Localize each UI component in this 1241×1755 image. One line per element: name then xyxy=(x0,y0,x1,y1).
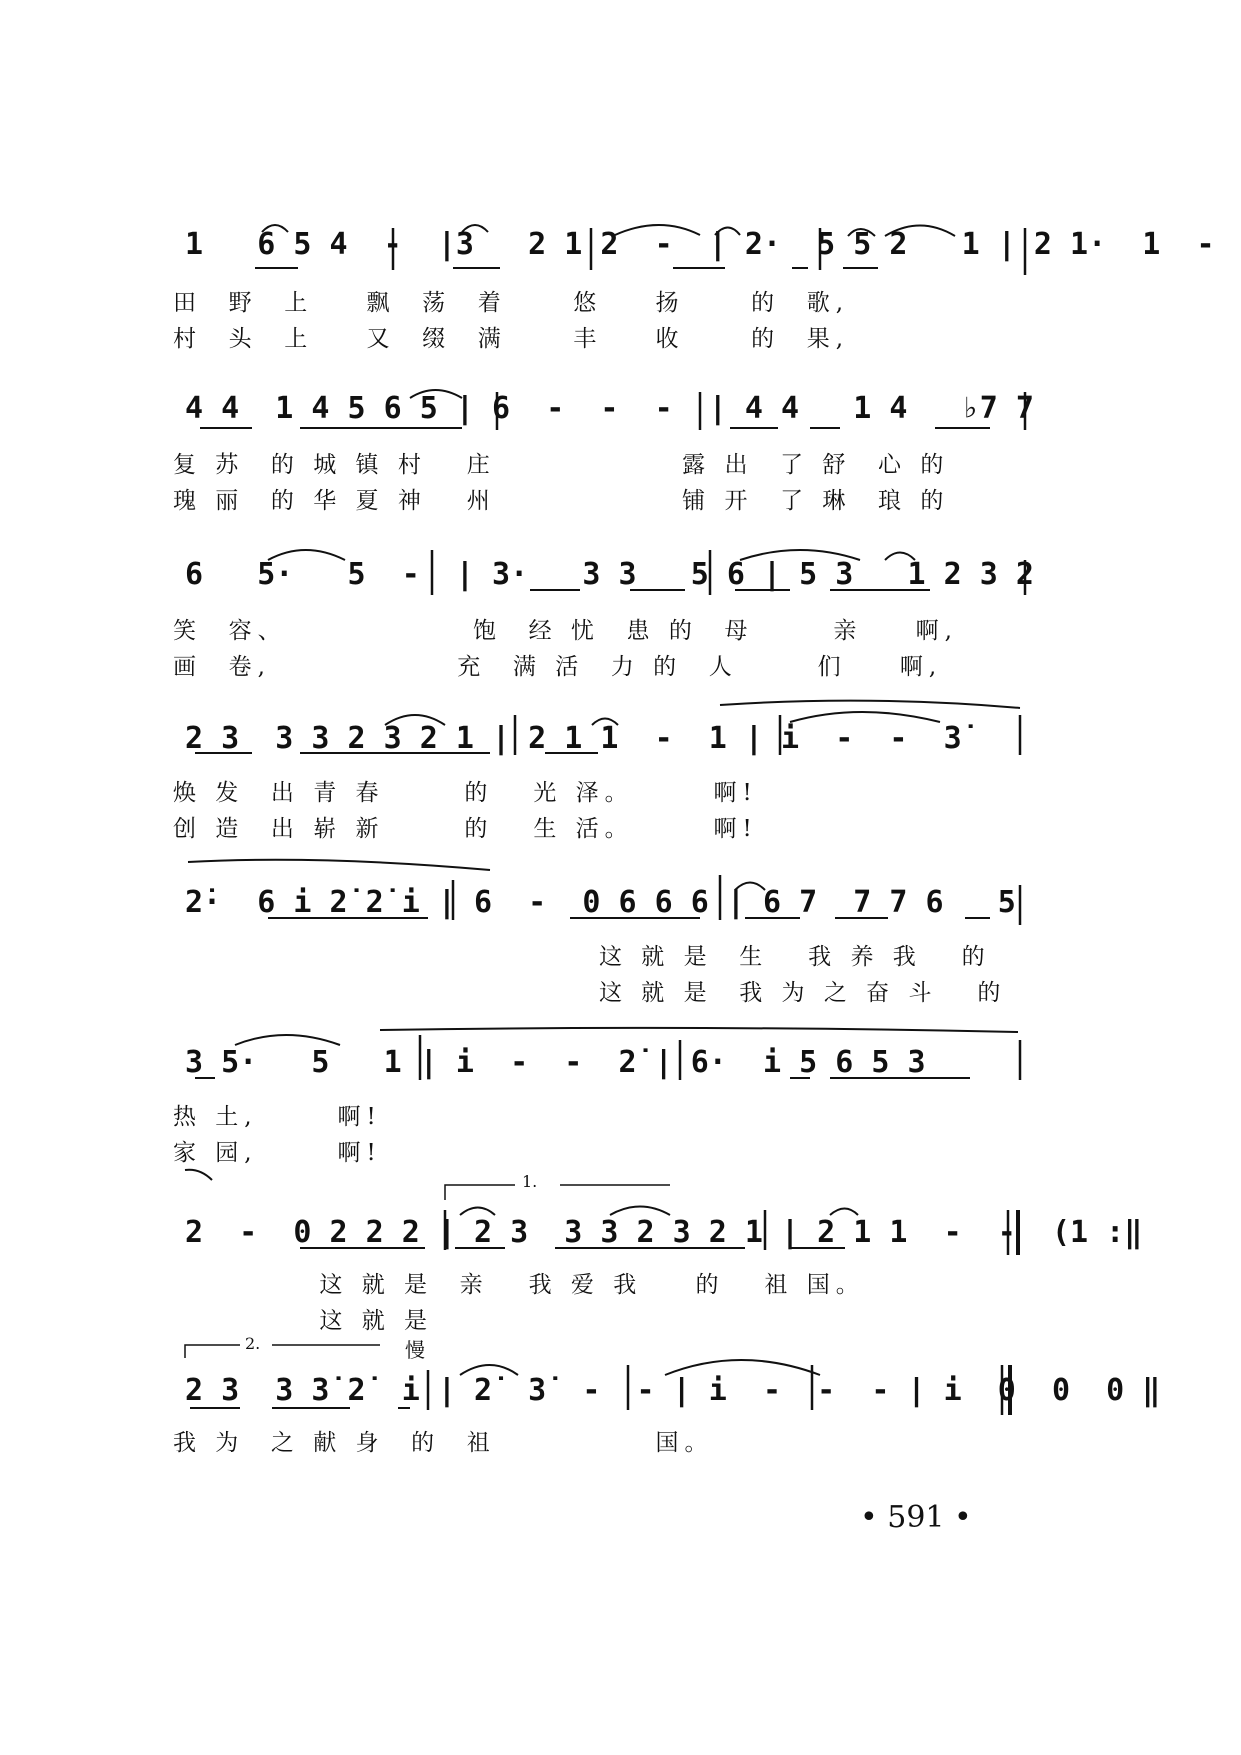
notes: 6 5· 5 - | 3· 3 3 5 6 | 5 3 1 2 3 2 xyxy=(185,557,1034,592)
lyric-verse-2: 家 园, 啊! xyxy=(173,1140,382,1166)
lyric-verse-2: 村 头 上 又 缀 满 丰 收 的 果, xyxy=(173,326,850,352)
lyric-verse-2: 这 就 是 xyxy=(173,1308,434,1334)
notes: 2 3 3 3 2 3 2 1 | 2 1 1 - 1 | i - - 3̇ xyxy=(185,721,962,756)
lyric-verse-1: 田 野 上 飘 荡 着 悠 扬 的 歌, xyxy=(173,290,850,316)
lyric-verse-1: 我 为 之 献 身 的 祖 国。 xyxy=(173,1430,714,1456)
lyric-verse-2: 画 卷, 充 满 活 力 的 人 们 啊, xyxy=(173,654,943,680)
notes: 2̇· 6 i 2̇ 2̇ i | 6 - 0 6 6 6 | 6 7 7 7 6 5 xyxy=(185,885,1016,920)
notes: 3 5· 5 1 | i - - 2̇ | 6· i 5 6 5 3 xyxy=(185,1045,926,1080)
lyric-verse-2: 这 就 是 我 为 之 奋 斗 的 xyxy=(173,980,1007,1006)
lyric-verse-1: 这 就 是 亲 我 爱 我 的 祖 国。 xyxy=(173,1272,865,1298)
lyric-verse-2: 瑰 丽 的 华 夏 神 州 铺 开 了 琳 琅 的 xyxy=(173,488,950,514)
volta-1-label: 1. xyxy=(522,1172,538,1191)
notes: 1 6 5 4 - |3 2 1 2 - | 2· 5 5 2 1 | 2 1· 1 - xyxy=(185,227,1215,262)
lyric-verse-2: 创 造 出 崭 新 的 生 活。 啊! xyxy=(173,816,758,842)
lyric-verse-1: 热 土, 啊! xyxy=(173,1104,382,1130)
notes: 4 4 1 4 5 6 5 | 6 - - - | 4 4 1 4 ♭7 7 xyxy=(185,391,1034,426)
volta-2-label: 2. xyxy=(245,1334,261,1353)
notes: 2 - 0 2 2 2 | 2 3 3 3 2 3 2 1 | 2 1 1 - - (1 :‖ xyxy=(185,1215,1143,1250)
notes: 2 3 3 3̇ 2̇ i | 2̇ 3̇ - - | i - - - | i 0 0 0 ‖ xyxy=(185,1373,1161,1408)
lyric-verse-1: 这 就 是 生 我 养 我 的 xyxy=(173,944,991,970)
page-number: • 591 • xyxy=(860,1500,972,1535)
lyric-verse-1: 笑 容、 饱 经 忧 患 的 母 亲 啊, xyxy=(173,618,958,644)
tempo-mark: 慢 xyxy=(405,1338,425,1362)
lyric-verse-1: 焕 发 出 青 春 的 光 泽。 啊! xyxy=(173,780,758,806)
lyric-verse-1: 复 苏 的 城 镇 村 庄 露 出 了 舒 心 的 xyxy=(173,452,950,478)
